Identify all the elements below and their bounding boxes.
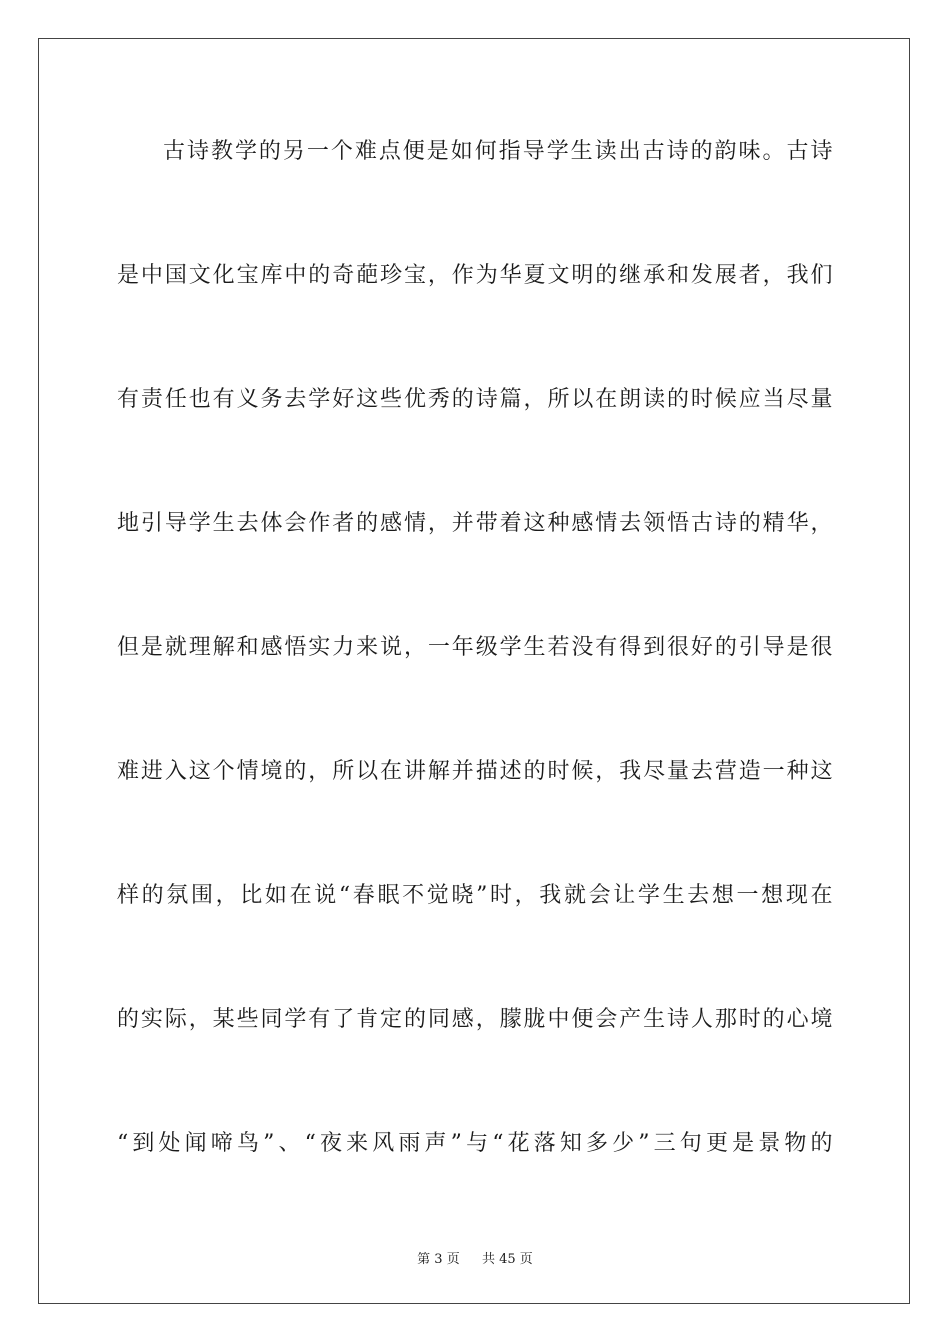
paragraph-line-8: 的实际，某些同学有了肯定的同感，朦胧中便会产生诗人那时的心境: [117, 1007, 833, 1032]
paragraph-line-2: 是中国文化宝库中的奇葩珍宝，作为华夏文明的继承和发展者，我们: [117, 263, 833, 288]
paragraph-line-1: 古诗教学的另一个难点便是如何指导学生读出古诗的韵味。古诗: [163, 139, 833, 164]
paragraph-line-5: 但是就理解和感悟实力来说，一年级学生若没有得到很好的引导是很: [117, 635, 833, 660]
document-body: [117, 124, 833, 1240]
paragraph-line-4: 地引导学生去体会作者的感情，并带着这种感情去领悟古诗的精华，: [117, 511, 833, 536]
page-footer: [0, 1248, 950, 1267]
paragraph-line-6: 难进入这个情境的，所以在讲解并描述的时候，我尽量去营造一种这: [117, 759, 833, 784]
paragraph-line-7: 样的氛围，比如在说“春眠不觉晓”时，我就会让学生去想一想现在: [117, 883, 833, 908]
paragraph-line-3: 有责任也有义务去学好这些优秀的诗篇，所以在朗读的时候应当尽量: [117, 387, 833, 412]
page-total: 共 45 页: [482, 1252, 533, 1267]
page-number: 第 3 页: [417, 1252, 460, 1267]
paragraph-line-9: “到处闻啼鸟”、“夜来风雨声”与“花落知多少”三句更是景物的: [117, 1131, 833, 1156]
